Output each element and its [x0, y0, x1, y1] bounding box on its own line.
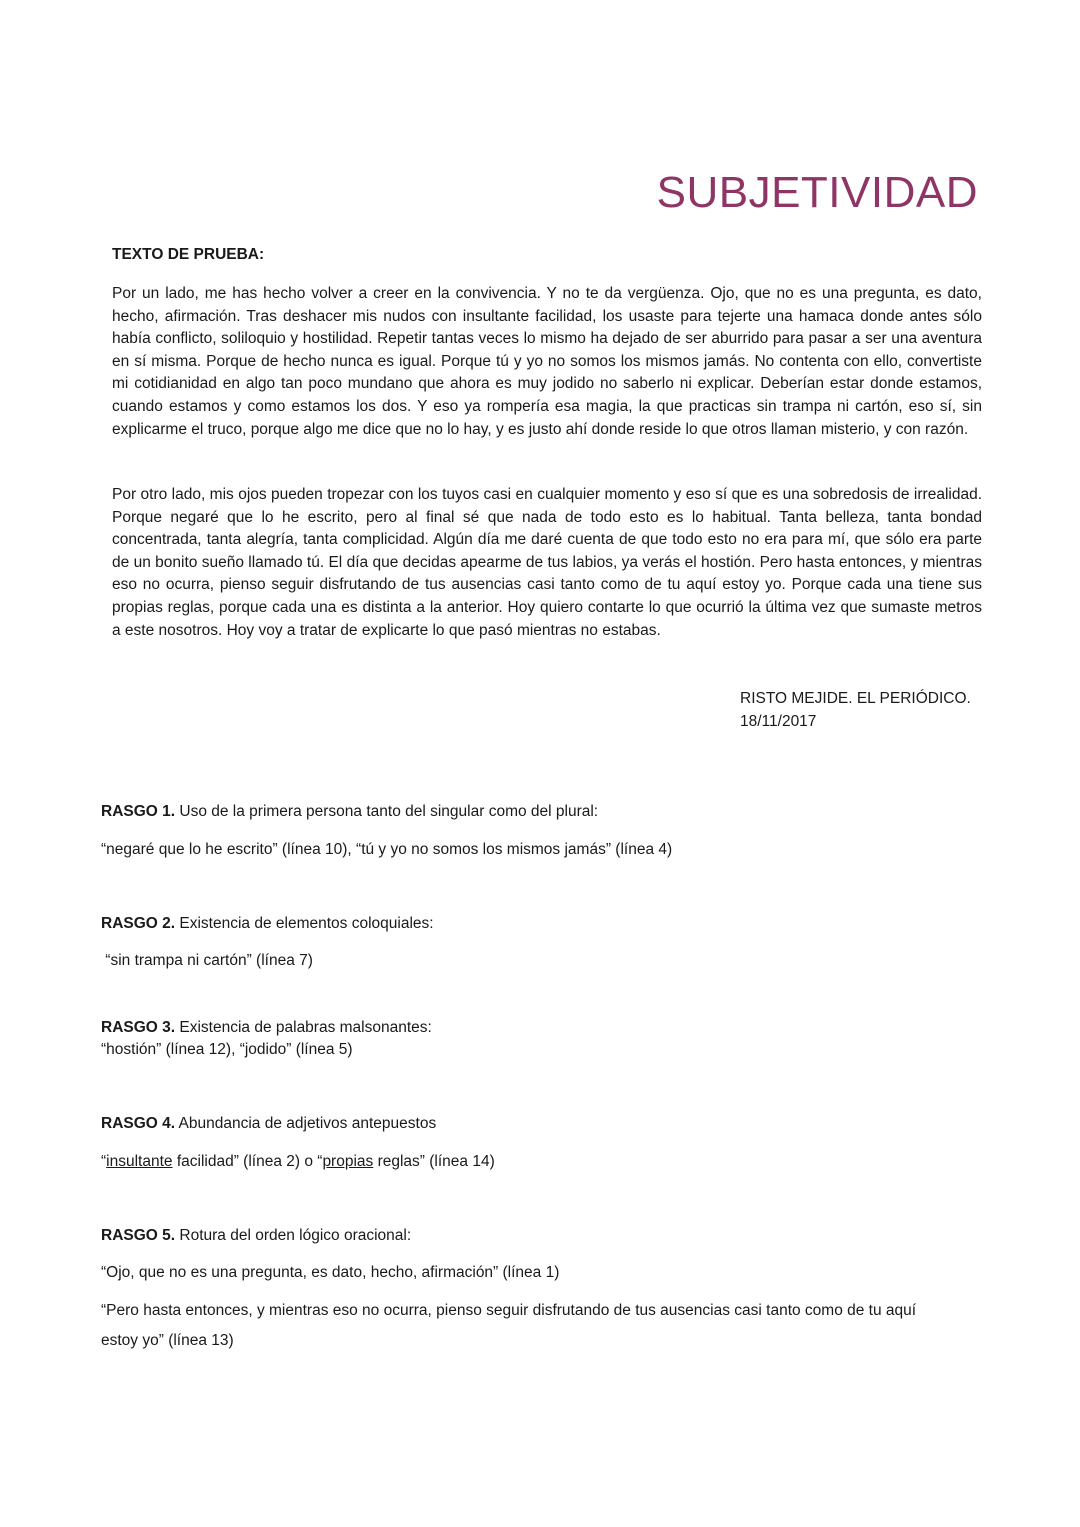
rasgo-1-title — [101, 801, 598, 823]
rasgo-4-desc: Abundancia de adjetivos antepuestos — [175, 1115, 437, 1132]
source-date: 18/11/2017 — [740, 712, 817, 730]
text-paragraph-1: Por un lado, me has hecho volver a creer en la convivencia. Y no te da vergüenza. Ojo, que no es una pregunta, es dato, hecho, afirmación. Tras deshacer mis nudos con insultante facilidad, los usaste para tejerte una hamaca donde antes sólo había conflicto, soliloquio y hostilidad. Repetir tantas veces lo mismo ha dejado de ser aburrido para pasar a ser una aventura en sí misma. Porque de hecho nunca es igual. Porque tú y yo no somos los mismos jamás. No contenta con ello, convertiste mi cotidianidad en algo tan poco mundano que ahora es muy jodido no saberlo ni explicar. Deberían estar donde estamos, cuando estamos y como estamos los dos. Y eso ya rompería esa magia, la que practicas sin trampa ni cartón, eso sí, sin explicarme el truco, porque algo me dice que no lo hay, y es justo ahí donde reside lo que otros llaman misterio, y con razón. — [112, 285, 982, 438]
rasgo-5-title — [101, 1225, 411, 1247]
rasgo-3-desc: Existencia de palabras malsonantes: — [175, 1019, 432, 1036]
source-citation — [740, 688, 971, 733]
rasgo-2-desc: Existencia de elementos coloquiales: — [175, 915, 434, 932]
text-label: TEXTO DE PRUEBA: — [112, 246, 265, 263]
rasgo-4-title — [101, 1113, 436, 1135]
rasgo-2-label: RASGO 2. — [101, 915, 176, 932]
example-end: reglas” (línea 14) — [373, 1153, 495, 1170]
rasgo-5-example-2: “Pero hasta entonces, y mientras eso no ocurra, pienso seguir disfrutando de tus ausencias casi tanto como de tu aquí estoy yo” (línea 13) — [101, 1302, 917, 1349]
underlined-word-insultante: insultante — [106, 1153, 173, 1170]
rasgo-5-example-1: “Ojo, que no es una pregunta, es dato, hecho, afirmación” (línea 1) — [101, 1264, 560, 1281]
text-paragraph-2: Por otro lado, mis ojos pueden tropezar con los tuyos casi en cualquier momento y eso sí que es una sobredosis de irrealidad. Porque negaré que lo he escrito, pero al final sé que nada de todo esto es lo habitual. Tanta belleza, tanta bondad concentrada, tanta alegría, tanta complicidad. Algún día me daré cuenta de que todo esto no era para mí, que sólo era parte de un bonito sueño llamado tú. El día que decidas apearme de tus labios, ya verás el hostión. Pero hasta entonces, y mientras eso no ocurra, pienso seguir disfrutando de tus ausencias casi tanto como de tu aquí estoy yo. Porque cada una tiene sus propias reglas, porque cada una es distinta a la anterior. Hoy quiero contarte lo que ocurrió la última vez que sumaste metros a este nosotros. Hoy voy a tratar de explicarte lo que pasó mientras no estabas. — [112, 486, 982, 639]
rasgo-4-label: RASGO 4. — [101, 1115, 176, 1132]
rasgo-2-title — [101, 913, 434, 935]
rasgo-1-desc: Uso de la primera persona tanto del singular como del plural: — [175, 803, 599, 820]
quote-open: “ — [101, 1153, 107, 1170]
rasgo-3-example: “hostión” (línea 12), “jodido” (línea 5) — [101, 1041, 353, 1058]
underlined-word-propias: propias — [322, 1153, 374, 1170]
rasgo-3-title — [101, 1017, 432, 1039]
page-title: SUBJETIVIDAD — [656, 168, 978, 217]
example-middle: facilidad” (línea 2) o “ — [172, 1153, 323, 1170]
rasgo-4-example — [101, 1148, 961, 1176]
rasgo-3-label: RASGO 3. — [101, 1019, 176, 1036]
rasgo-5-label: RASGO 5. — [101, 1227, 176, 1244]
rasgo-2-example: “sin trampa ni cartón” (línea 7) — [101, 952, 313, 969]
rasgo-1-label: RASGO 1. — [101, 803, 176, 820]
rasgo-5-desc: Rotura del orden lógico oracional: — [175, 1227, 412, 1244]
rasgo-1-example: “negaré que lo he escrito” (línea 10), “tú y yo no somos los mismos jamás” (línea 4) — [101, 841, 673, 858]
source-author: RISTO MEJIDE. EL PERIÓDICO. — [740, 690, 971, 707]
